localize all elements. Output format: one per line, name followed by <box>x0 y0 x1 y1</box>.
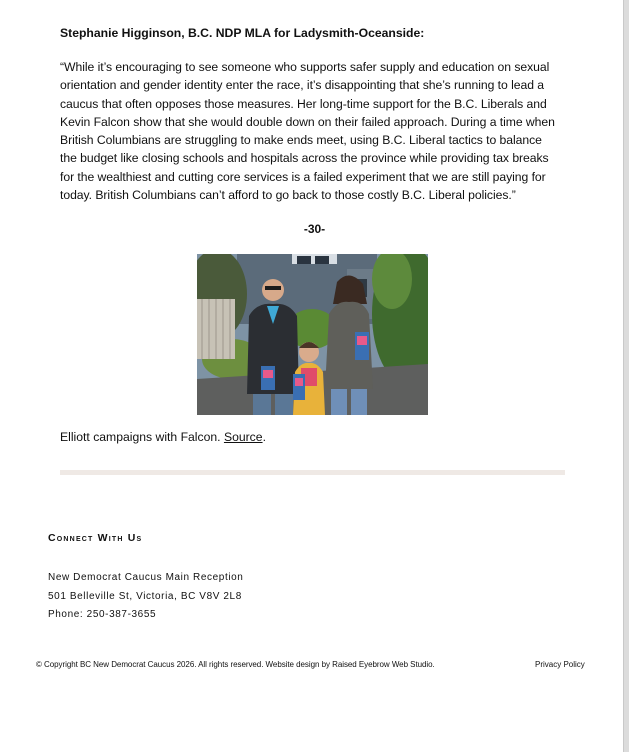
quote-line: today. British Columbians can’t afford to go back to those costly B.C. Liberal policies.” <box>60 188 516 203</box>
quote-line: caucus that often opposes those measures. Her long-time support for the B.C. Liberals and <box>60 96 547 111</box>
speaker-heading: Stephanie Higginson, B.C. NDP MLA for Ladysmith-Oceanside: <box>60 26 425 40</box>
photo-caption <box>60 430 266 444</box>
quote-line: for the wealthiest and cutting core services is a failed experiment that we are still paying for <box>60 169 546 184</box>
contact-address: 501 Belleville St, Victoria, BC V8V 2L8 <box>48 590 242 602</box>
caption-period: . <box>262 430 266 444</box>
footer-copyright: © Copyright BC New Democrat Caucus 2026. All rights reserved. Website design by Raised Eyebrow Web Studio. <box>36 660 435 669</box>
quote-paragraph <box>60 58 566 204</box>
privacy-policy-link[interactable]: Privacy Policy <box>535 660 585 669</box>
campaign-photo <box>197 254 428 415</box>
quote-line: British Columbians are struggling to make ends meet, using B.C. Liberal tactics to balance <box>60 133 542 148</box>
section-divider <box>60 470 565 475</box>
caption-text: Elliott campaigns with Falcon. <box>60 430 224 444</box>
quote-line: orientation and gender identity enter the race, it’s disappointing that she’s running to lead a <box>60 78 544 93</box>
connect-heading: Connect With Us <box>48 532 143 544</box>
quote-line: “While it’s encouraging to see someone who supports safer supply and education on sexual <box>60 60 550 74</box>
end-mark: -30- <box>303 222 326 236</box>
window-right-edge <box>623 0 629 752</box>
contact-reception: New Democrat Caucus Main Reception <box>48 572 244 583</box>
quote-line: Kevin Falcon show that she would double down on their failed approach. During a time when <box>60 114 555 129</box>
contact-block <box>48 569 243 625</box>
quote-line: the budget like closing schools and hospitals across the province while providing tax breaks <box>60 151 549 166</box>
source-link[interactable]: Source <box>223 430 263 444</box>
contact-phone: Phone: 250-387-3655 <box>48 609 157 621</box>
